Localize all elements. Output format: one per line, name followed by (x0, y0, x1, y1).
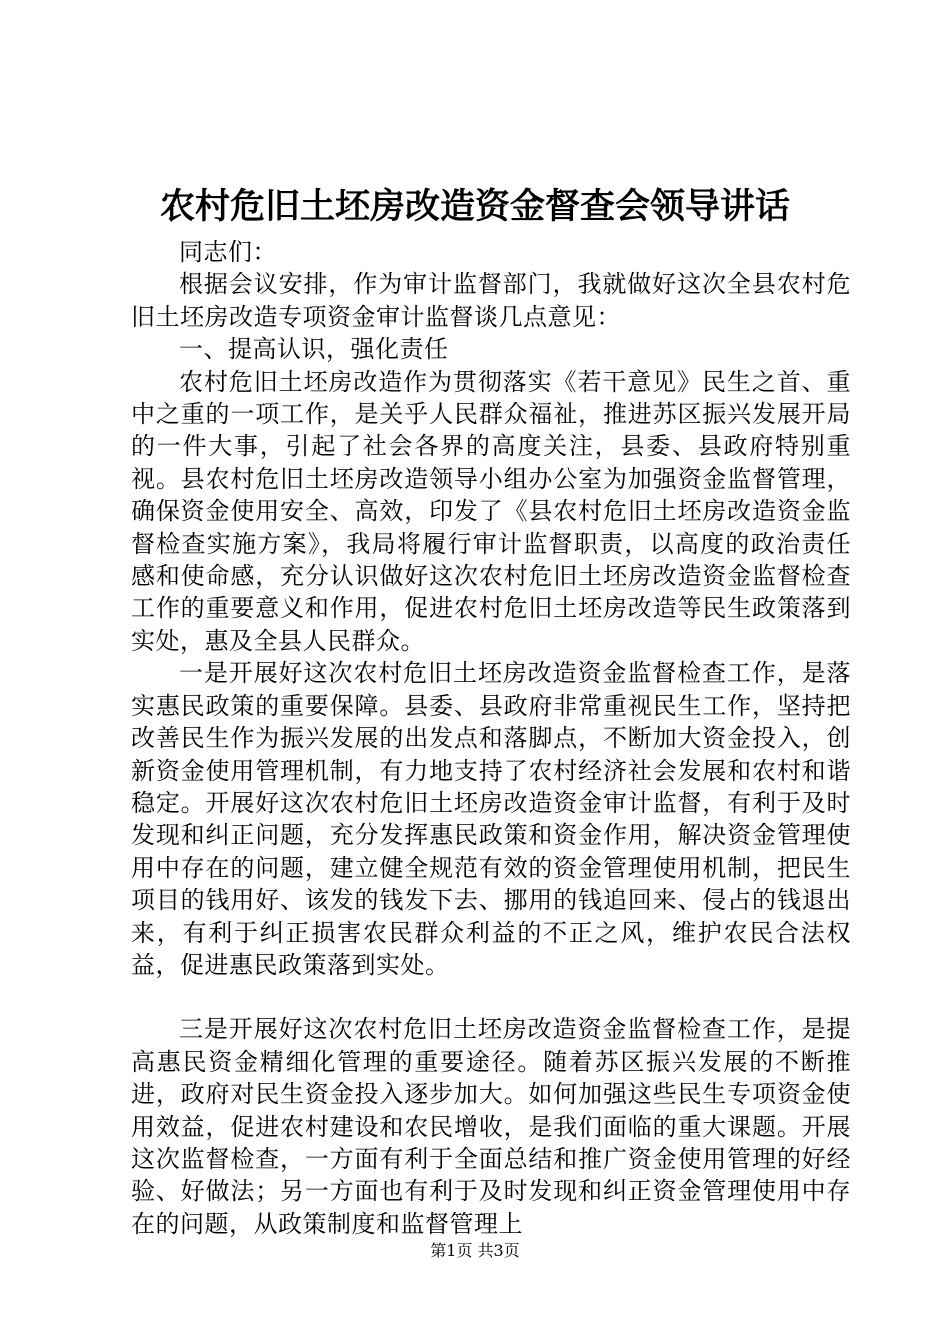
body-paragraph: 三是开展好这次农村危旧土坯房改造资金监督检查工作，是提高惠民资金精细化管理的重要途径。随着苏区振兴发展的不断推进，政府对民生资金投入逐步加大。如何加强这些民生专项资金使用效益，促进农村建设和农民增收，是我们面临的重大课题。开展这次监督检查，一方面有利于全面总结和推广资金使用管理的好经验、好做法；另一方面也有利于及时发现和纠正资金管理使用中存在的问题，从政策制度和监督管理上 (131, 1015, 851, 1238)
document-title: 农村危旧土坯房改造资金督查会领导讲话 (159, 186, 790, 227)
section-heading: 一、提高认识，强化责任 (179, 335, 449, 364)
body-paragraph: 农村危旧土坯房改造作为贯彻落实《若干意见》民生之首、重中之重的一项工作，是关乎人民群众福祉，推进苏区振兴发展开局的一件大事，引起了社会各界的高度关注，县委、县政府特别重视。县农村危旧土坯房改造领导小组办公室为加强资金监督管理，确保资金使用安全、高效，印发了《县农村危旧土坯房改造资金监督检查实施方案》，我局将履行审计监督职责，以高度的政治责任感和使命感，充分认识做好这次农村危旧土坯房改造资金监督检查工作的重要意义和作用，促进农村危旧土坯房改造等民生政策落到实处，惠及全县人民群众。 (131, 367, 851, 655)
document-body (131, 236, 851, 1240)
salutation-paragraph: 同志们： (179, 238, 277, 266)
intro-paragraph: 根据会议安排，作为审计监督部门，我就做好这次全县农村危旧土坯房改造专项资金审计监督谈几点意见： (131, 270, 851, 331)
page-number-footer: 第1页 共3页 (430, 1241, 520, 1260)
body-paragraph: 一是开展好这次农村危旧土坯房改造资金监督检查工作，是落实惠民政策的重要保障。县委、县政府非常重视民生工作，坚持把改善民生作为振兴发展的出发点和落脚点，不断加大资金投入，创新资金使用管理机制，有力地支持了农村经济社会发展和农村和谐稳定。开展好这次农村危旧土坯房改造资金审计监督，有利于及时发现和纠正问题，充分发挥惠民政策和资金作用，解决资金管理使用中存在的问题，建立健全规范有效的资金管理使用机制，把民生项目的钱用好、该发的钱发下去、挪用的钱追回来、侵占的钱退出来，有利于纠正损害农民群众利益的不正之风，维护农民合法权益，促进惠民政策落到实处。 (131, 659, 851, 979)
